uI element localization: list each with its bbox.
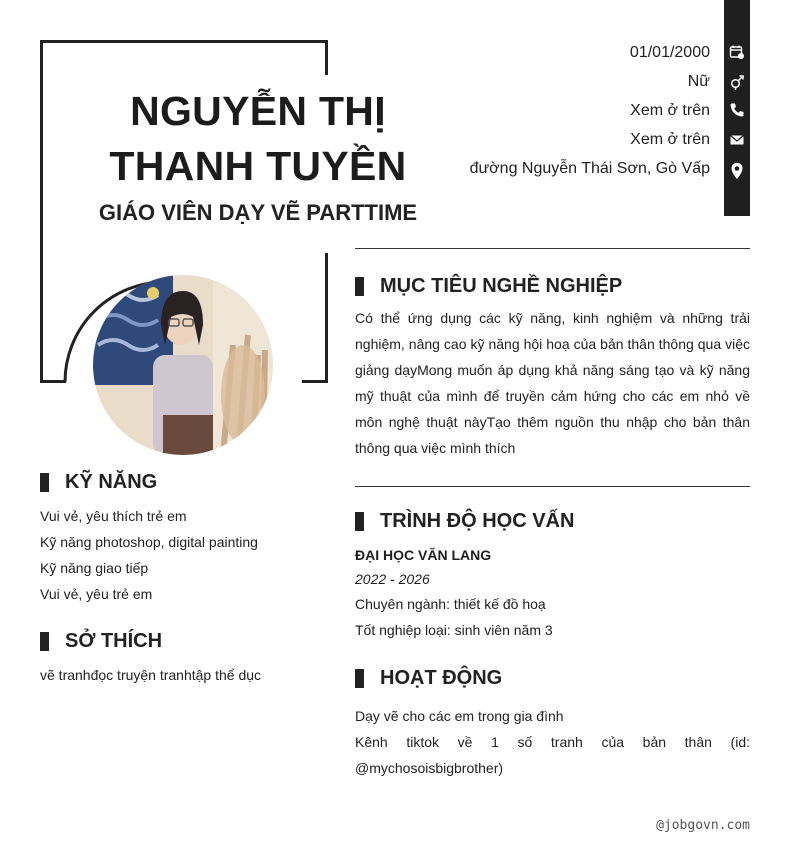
divider-education bbox=[355, 486, 750, 487]
activity-item: Kênh tiktok về 1 số tranh của bản thân (id: @mychosoisbigbrother) bbox=[355, 734, 750, 776]
contact-address: đường Nguyễn Thái Sơn, Gò Vấp bbox=[469, 160, 710, 177]
education-graduation: Tốt nghiệp loại: sinh viên năm 3 bbox=[355, 622, 553, 638]
location-icon bbox=[729, 162, 745, 180]
contact-phone: Xem ở trên bbox=[630, 102, 710, 119]
header-frame-top bbox=[40, 40, 328, 43]
contact-email: Xem ở trên bbox=[630, 131, 710, 148]
contact-gender: Nữ bbox=[687, 73, 710, 90]
activities-title: HOẠT ĐỘNG bbox=[380, 667, 503, 689]
hobbies-heading bbox=[40, 630, 162, 653]
hobbies-list bbox=[40, 662, 261, 688]
header-frame-left bbox=[40, 40, 43, 383]
education-heading bbox=[355, 510, 574, 533]
skill-item: Vui vẻ, yêu thích trẻ em bbox=[40, 508, 187, 524]
education-years: 2022 - 2026 bbox=[355, 571, 430, 587]
mail-icon bbox=[729, 132, 745, 148]
candidate-name bbox=[80, 84, 436, 194]
skills-list bbox=[40, 503, 258, 607]
divider-objective bbox=[355, 248, 750, 249]
objective-heading bbox=[355, 275, 622, 298]
education-title: TRÌNH ĐỘ HỌC VẤN bbox=[380, 510, 575, 532]
education-major: Chuyên ngành: thiết kế đồ hoạ bbox=[355, 596, 546, 612]
header-frame-bottom-right bbox=[302, 380, 328, 383]
header-frame-right-lower bbox=[325, 253, 328, 383]
education-school: ĐẠI HỌC VĂN LANG bbox=[355, 547, 492, 563]
heading-marker bbox=[355, 512, 364, 531]
calendar-icon bbox=[729, 44, 745, 60]
objective-text: Có thể ứng dụng các kỹ năng, kinh nghiệm và những trải nghiệm, nâng cao kỹ năng hội hoạ của bản thân thông qua việc giảng dạyMong muốn áp dụng khả năng sáng tạo và kỹ năng mỹ thuật của mình để truyền cảm hứng cho các em nhỏ về môn nghệ thuật nàyTạo thêm nguồn thu nhập cho bản thân thông qua việc mình thích bbox=[355, 310, 750, 456]
skill-item: Kỹ năng photoshop, digital painting bbox=[40, 534, 258, 550]
name-line-2: THANH TUYỀN bbox=[109, 143, 407, 189]
heading-marker bbox=[40, 473, 49, 492]
skills-heading bbox=[40, 471, 157, 494]
hobbies-title: SỞ THÍCH bbox=[65, 630, 163, 652]
phone-icon bbox=[729, 102, 745, 118]
activities-heading bbox=[355, 667, 502, 690]
contact-info bbox=[470, 40, 710, 185]
skill-item: Kỹ năng giao tiếp bbox=[40, 560, 149, 576]
activities-list bbox=[355, 703, 750, 781]
objective-title: MỤC TIÊU NGHỀ NGHIỆP bbox=[380, 275, 623, 297]
job-title: GIÁO VIÊN DẠY VẼ PARTTIME bbox=[98, 200, 418, 225]
heading-marker bbox=[355, 277, 364, 296]
hobbies-text: vẽ tranhđọc truyện tranhtập thể dục bbox=[40, 667, 262, 683]
heading-marker bbox=[355, 669, 364, 688]
skills-title: KỸ NĂNG bbox=[65, 471, 158, 493]
name-line-1: NGUYỄN THỊ bbox=[130, 88, 386, 134]
heading-marker bbox=[40, 632, 49, 651]
skill-item: Vui vẻ, yêu trẻ em bbox=[40, 586, 153, 602]
contact-birthday: 01/01/2000 bbox=[629, 44, 710, 61]
activity-item: Dạy vẽ cho các em trong gia đình bbox=[355, 708, 564, 724]
avatar bbox=[93, 275, 273, 455]
avatar-illustration bbox=[93, 275, 273, 455]
watermark: @jobgovn.com bbox=[656, 818, 750, 833]
header-frame-right bbox=[325, 40, 328, 75]
gender-icon bbox=[729, 74, 745, 90]
